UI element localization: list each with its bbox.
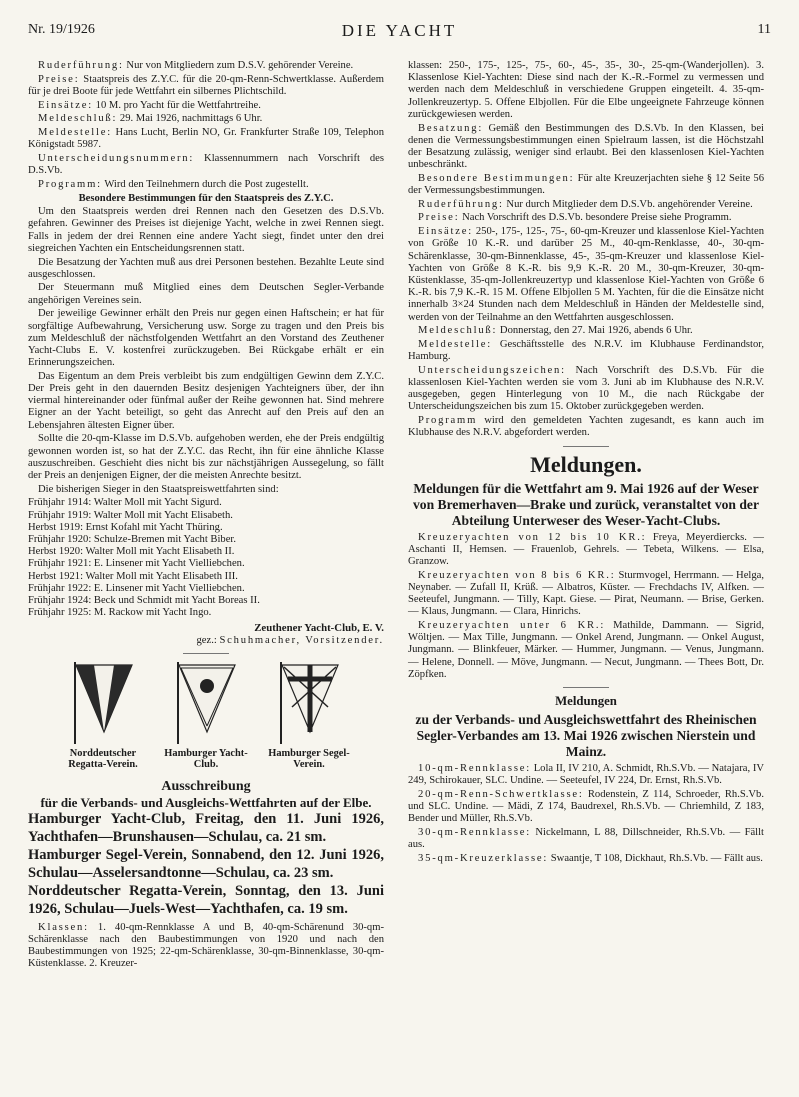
- list-item: Herbst 1920: Walter Moll mit Yacht Elisabeth II.: [28, 546, 235, 558]
- entry-paragraph: Kreuzeryachten von 12 bis 10 KR.: Freya, Meyerdiercks. — Aschanti II, Hemsen. — Frauenlob, Gehrels. — Tebeta, Wilkens. — Elsa, Granzow.: [408, 531, 764, 567]
- announcement-title: Ausschreibung: [161, 778, 251, 794]
- list-item: Frühjahr 1922: E. Linsener mit Yacht Vielliebchen.: [28, 582, 245, 594]
- flag-hamburger-yacht-club: [157, 662, 255, 771]
- signature: Schuhmacher, Vorsitzender.: [219, 634, 384, 646]
- list-item: Frühjahr 1924: Beck und Schmidt mit Yacht Boreas II.: [28, 595, 260, 607]
- announcement-subtitle: für die Verbands- und Ausgleichs-Wettfahrten auf der Elbe.: [40, 794, 372, 810]
- flag-caption: Hamburger Segel-Verein.: [268, 747, 350, 771]
- entry-paragraph: 30-qm-Rennklasse: Nickelmann, L 88, Dillschneider, Rh.S.Vb. — Fällt aus.: [408, 827, 764, 851]
- rule-paragraph: Unterscheidungsnummern: Klassennummern nach Vorschrift des D.S.Vb.: [28, 152, 384, 177]
- list-item: Frühjahr 1921: E. Linsener mit Yacht Vielliebchen.: [28, 558, 245, 570]
- pennant-icon: [72, 662, 134, 744]
- issue-number: Nr. 19/1926: [28, 22, 95, 37]
- pennant-icon: [278, 662, 340, 744]
- body-paragraph: Der Steuermann muß Mitglied eines dem Deutschen Segler-Verbande angehörigen Vereines sein.: [28, 282, 384, 306]
- body-paragraph: Das Eigentum an dem Preis verbleibt bis zum endgültigen Gewinn dem Z.Y.C. Der Preis geht in den dauernden Besitz desjenigen Yachteigners über, der ihn viermal hintereinander oder fünfmal außer der Reihe gewonnen hat. Sind mehrere Eigner an der Yacht beteiligt, so geht das Anrecht auf den Preis auf den an Lebensjahren ältesten Eigner über.: [28, 370, 384, 431]
- page-header: [28, 22, 771, 42]
- section-title: Meldungen: [555, 694, 617, 709]
- club-name: Zeuthener Yacht-Club, E. V.: [254, 622, 384, 635]
- body-paragraph: Die Besatzung der Yachten muß aus drei Personen bestehen. Bezahlte Leute sind ausgeschlossen.: [28, 256, 384, 280]
- winners-list: [28, 497, 384, 619]
- rule-paragraph: Preise: Staatspreis des Z.Y.C. für die 20-qm-Renn-Schwertklasse. Außerdem für je drei Boote für jede Wettfahrt ein silbernes Plichtschild.: [28, 73, 384, 97]
- entry-paragraph: 20-qm-Renn-Schwertklasse: Rodenstein, Z 114, Schroeder, Rh.S.Vb. und SLC. Undine. — Mädi, Z 174, Baudrexel, Rh.S.Vb. — Chriemhild, Z 183, Bender und Müller, Rh.S.Vb.: [408, 788, 764, 825]
- divider: [563, 446, 609, 447]
- list-item: Frühjahr 1914: Walter Moll mit Yacht Sigurd.: [28, 497, 222, 509]
- body-paragraph: Der jeweilige Gewinner erhält den Preis nur gegen einen Haftschein; er hat für sorgfältige Aufbewahrung, Versicherung usw. Sorge zu tragen und den Preis bis zum Meldeschluß der nächstfolgenden Wettfahrt an den Vorstand des Zeuthener Yacht-Clubs E. V. kostenfrei zurückzugeben. Bei Rückgabe erhält er ein Erinnerungszeichen.: [28, 308, 384, 369]
- signature-block: Zeuthener Yacht-Club, E. V. gez.: Schuhmacher, Vorsitzender.: [28, 622, 384, 646]
- body-paragraph: Sollte die 20-qm-Klasse im D.S.Vb. aufgehoben werden, ehe der Preis endgültig gewonnen worden ist, so hat der Z.Y.C. das Recht, ihn für eine ähnliche Klasse auszuschreiben. Geschieht dies nicht bis zur nächstjährigen Aussegelung, so fällt der Preis an denjenigen Eigner, der die meisten Anrechte besitzt.: [28, 433, 384, 481]
- flag-norddeutscher-regatta-verein: [54, 662, 152, 771]
- list-item: Herbst 1921: Walter Moll mit Yacht Elisabeth III.: [28, 570, 238, 582]
- entry-paragraph: 35-qm-Kreuzerklasse: Swaantje, T 108, Dickhaut, Rh.S.Vb. — Fällt aus.: [418, 852, 763, 864]
- flag-caption: Norddeutscher Regatta-Verein.: [68, 747, 138, 771]
- rule-paragraph: Besondere Bestimmungen: Für alte Kreuzerjachten siehe § 12 Seite 56 der Vermessungsbestimmungen.: [408, 172, 764, 197]
- divider: [563, 687, 609, 688]
- rule-paragraph: Preise: Nach Vorschrift des D.S.Vb. besondere Preise siehe Programm.: [418, 212, 732, 224]
- flag-hamburger-segel-verein: [260, 662, 358, 771]
- list-item: Frühjahr 1919: Walter Moll mit Yacht Elisabeth.: [28, 509, 233, 521]
- page-number: 11: [757, 22, 771, 37]
- section-heading: Besondere Bestimmungen für den Staatspreis des Z.Y.C.: [78, 192, 334, 204]
- right-column: [408, 60, 764, 867]
- body-paragraph: klassen: 250-, 175-, 125-, 75-, 60-, 45-, 35-, 30-, 25-qm-(Wanderjollen). 3. Klassenlose Kiel-Yachten: Diese sind nach der K.-R.-Formel zu vermessen und werden nach dem Meldeschluß in verschiedene Gruppen eingeteilt. 4. 35-qm-Jollenkreuzertyp. 5. Offene Elbjollen. Für die Elbe ungeeignete Fahrzeuge können zurückgewiesen werden.: [408, 60, 764, 120]
- divider: [183, 653, 229, 654]
- announcement-event: Hamburger Segel-Verein, Sonnabend, den 12. Juni 1926, Schulau—Asselersandtonne—Schulau, ca. 23 sm.: [28, 846, 384, 881]
- rule-paragraph: Programm wird den gemeldeten Yachten zugesandt, es kann auch im Klubhause des N.R.V. abgefordert werden.: [408, 415, 764, 439]
- body-paragraph: Um den Staatspreis werden drei Rennen nach den Gesetzen des D.S.Vb. gefahren. Gewinner des Preises ist diejenige Yacht, welche in zwei Rennen siegt. Falls in jedem der drei Rennen eine andere Yacht siegt, findet unter den drei siegreichen Yachten ein Entscheidungsrennen statt.: [28, 206, 384, 254]
- rule-paragraph: Ruderführung: Nur durch Mitglieder dem D.S.Vb. angehörender Vereine.: [418, 198, 753, 210]
- rule-paragraph: Ruderführung: Nur von Mitgliedern zum D.S.V. gehörender Vereine.: [38, 60, 354, 71]
- pennant-icon: [175, 662, 237, 744]
- section-heading: Meldungen für die Wettfahrt am 9. Mai 1926 auf der Weser von Bremerhaven—Brake und zurück, veranstaltet von der Abteilung Unterweser des Weser-Yacht-Clubs.: [413, 480, 759, 528]
- entry-paragraph: Kreuzeryachten unter 6 KR.: Mathilde, Dammann. — Sigrid, Wöltjen. — Max Tille, Jungmann. — Onkel Arend, Jungmann. — Onkel August, Jungmann. — Blinkfeuer, Märker. — Hummer, Jungmann. — Venus, Jungmann. — Helene, Donnell. — Möve, Jungmann. — Necut, Jungmann. — Thees Bott, Dr. Zöpfken.: [408, 620, 764, 680]
- rule-paragraph: Einsätze: 250-, 175-, 125-, 75-, 60-qm-Kreuzer und klassenlose Kiel-Yachten von Größe 10 K.-R. und darüber 25 M., 40-qm-Renklasse, 40-, 30-qm-Schärenklasse, 30-qm-Binnenklasse, 45-, 35-qm-Kreuzer und klassenlose Kiel-Yachten von Größe 8 K.-R. bis 9,9 K.-R. 20 M., 30-qm-Kreuzer, 30-qm-Küstenklasse, 35-qm-Jollenkreuzertyp und klassenlose Kiel-Yachten von Größe 6 K.-R. bis 7,9 K.-R. 15 M. Offene Elbjollen 5 M. Yachten, für die die Einsätze nicht innerhalb 3×24 Stunden nach dem Meldeschluß in Händen der Meldestelle sind, werden von der Teilnahme an den Wettfahrten ausgeschlossen.: [408, 226, 764, 323]
- rule-paragraph: Meldeschluß: Donnerstag, den 27. Mai 1926, abends 6 Uhr.: [418, 325, 693, 337]
- rule-paragraph: Meldeschluß: 29. Mai 1926, nachmittags 6 Uhr.: [38, 113, 263, 125]
- list-item: Frühjahr 1920: Schulze-Bremen mit Yacht Biber.: [28, 534, 237, 546]
- announcement-event: Hamburger Yacht-Club, Freitag, den 11. Juni 1926, Yachthafen—Brunshausen—Schulau, ca. 21 sm.: [28, 810, 384, 845]
- announcement-event: Norddeutscher Regatta-Verein, Sonntag, den 13. Juni 1926, Schulau—Juels-West—Yachthafen, ca. 19 sm.: [28, 882, 384, 917]
- body-paragraph: Die bisherigen Sieger in den Staatspreiswettfahrten sind:: [38, 483, 279, 495]
- club-flags: [28, 662, 384, 771]
- rule-paragraph: Meldestelle: Geschäftsstelle des N.R.V. im Klubhause Ferdinandstor, Hamburg.: [408, 338, 764, 363]
- left-column: [28, 60, 384, 972]
- rule-paragraph: Besatzung: Gemäß den Bestimmungen des D.S.Vb. In den Klassen, bei denen die Vermessungsbestimmungen einen Spielraum lassen, ist die Höchstzahl der Besatzung zulässig, weniger sind erlaubt. Bei den klassenlosen Kiel-Yachten unbeschränkt.: [408, 122, 764, 171]
- list-item: Frühjahr 1925: M. Rackow mit Yacht Ingo.: [28, 607, 212, 619]
- magazine-title: DIE YACHT: [341, 21, 458, 40]
- entry-paragraph: 10-qm-Rennklasse: Lola II, IV 210, A. Schmidt, Rh.S.Vb. — Natajara, IV 249, Schirokauer, SLC. Undine. — Seeteufel, IV 224, Dr. Ernst, Rh.S.Vb.: [408, 763, 764, 787]
- rule-paragraph: Unterscheidungszeichen: Nach Vorschrift des D.S.Vb. Für die klassenlosen Kiel-Yachten werden sie vom 3. Juni ab im Klubhause des N.R.V. ausgegeben, gegen Hinterlegung von 10 M., die nach Rückgabe der Unterscheidungszeichen bis zum 15. Oktober zurückgegeben werden.: [408, 364, 764, 413]
- list-item: Herbst 1919: Ernst Kofahl mit Yacht Thüring.: [28, 521, 223, 533]
- classes-paragraph: Klassen: 1. 40-qm-Rennklasse A und B, 40-qm-Schärenund 30-qm-Schärenklasse nach den Baubestimmungen von 1920 und nach den Baubestimmungen von 1925; 22-qm-Schärenklasse, 30-qm-Binnenklasse, 30-qm-Küstenklasse. 2. Kreuzer-: [28, 921, 384, 970]
- flag-caption: Hamburger Yacht-Club.: [164, 747, 248, 771]
- announcement: [28, 779, 384, 918]
- entry-paragraph: Kreuzeryachten von 8 bis 6 KR.: Sturmvogel, Herrmann. — Helga, Neynaber. — Zufall II, Krüß. — Albatros, Küster. — Frechdachs IV, Alfken. — Seeteufel, Jungmann. — Tilly, Kapt. Giese. — Pirat, Neumann. — Brise, Gerken. — Klaus, Jungmann. — Clara, Hinrichs.: [408, 569, 764, 618]
- meldungen-title: Meldungen.: [530, 451, 642, 477]
- section-heading: zu der Verbands- und Ausgleichswettfahrt des Rheinischen Segler-Verbandes am 13. Mai 1926 zwischen Nierstein und Mainz.: [415, 712, 757, 760]
- rule-paragraph: Meldestelle: Hans Lucht, Berlin NO, Gr. Frankfurter Straße 109, Telephon Königstadt 5987.: [28, 127, 384, 151]
- rule-paragraph: Programm: Wird den Teilnehmern durch die Post zugestellt.: [38, 178, 309, 190]
- rule-paragraph: Einsätze: 10 M. pro Yacht für die Wettfahrtreihe.: [38, 99, 261, 111]
